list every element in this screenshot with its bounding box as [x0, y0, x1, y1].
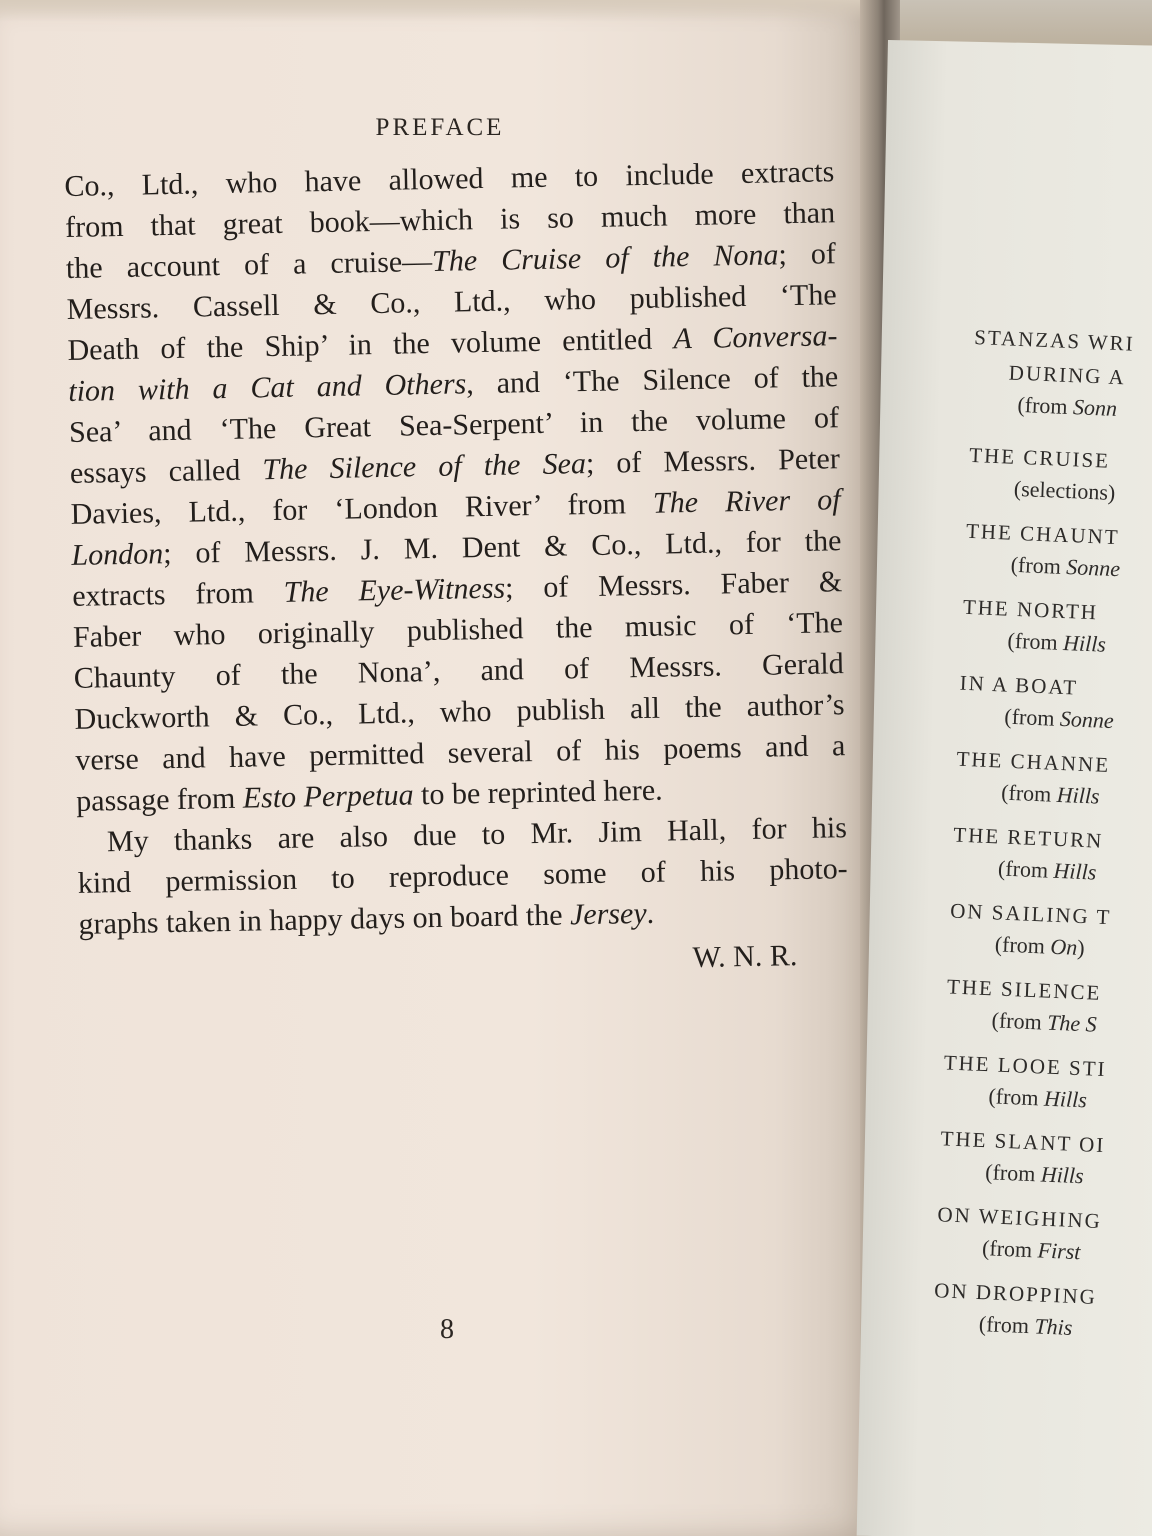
- text-run: Chaunty of the Nona’, and of Messrs. Gerald: [73, 647, 845, 695]
- italic-title: Esto Perpetua: [242, 778, 414, 815]
- contents-entry: [941, 1045, 1152, 1131]
- entry-source-prefix: (from: [1000, 779, 1058, 807]
- contents-entry: [967, 438, 1152, 524]
- entry-source-prefix: (from: [988, 1083, 1045, 1111]
- italic-title: The Cruise of the Nona: [431, 238, 779, 278]
- contents-entry: [945, 969, 1152, 1055]
- text-run: Death of the Ship’ in the volume entitled: [67, 322, 674, 367]
- entry-title: THE CHAUNT: [965, 518, 1121, 550]
- entry-source-title: On: [1049, 933, 1078, 960]
- text-run: the account of a cruise—: [65, 244, 433, 285]
- italic-title: The Eye-Witness: [283, 571, 506, 609]
- entry-source-title: This: [1034, 1313, 1073, 1340]
- entry-title: STANZAS WRI: [973, 324, 1136, 356]
- entry-title: THE SILENCE: [946, 974, 1102, 1005]
- italic-title: A Conversa-: [673, 319, 838, 356]
- text-run: , and ‘The Silence of the: [465, 360, 839, 401]
- italic-title: The Silence of the Sea: [262, 447, 587, 487]
- contents-entry: [964, 514, 1152, 600]
- entry-source: [955, 776, 1152, 816]
- entry-title: THE RETURN: [952, 822, 1104, 853]
- text-run: Davies, Ltd., for ‘London River’ from: [70, 486, 654, 531]
- text-run: My thanks are also due to Mr. Jim Hall, for his: [106, 811, 848, 859]
- entry-source-title: Hills: [1053, 857, 1097, 885]
- entry-source: [958, 700, 1152, 740]
- entry-title: THE NORTH: [962, 594, 1099, 625]
- entry-source-title: Sonne: [1065, 554, 1121, 582]
- entry-source-suffix: ): [1076, 934, 1086, 961]
- italic-title: Jersey: [569, 896, 647, 932]
- contents-entry: [948, 893, 1152, 979]
- entry-title: THE CHANNE: [956, 746, 1111, 778]
- contents-entry: [970, 320, 1152, 448]
- entry-source-prefix: (from: [981, 1235, 1039, 1263]
- text-run: .: [646, 896, 655, 930]
- entry-source-prefix: (from: [1010, 551, 1067, 580]
- entry-source-prefix: (from: [984, 1159, 1042, 1187]
- entry-source-prefix: (from: [1016, 391, 1074, 420]
- text-run: Messrs. Cassell & Co., Ltd., who published ‘The: [66, 278, 837, 326]
- text-run: Duckworth & Co., Ltd., who publish all the author’s: [74, 688, 845, 736]
- text-run: from that great book—which is so much more than: [64, 196, 836, 244]
- text-run: ; of Messrs. J. M. Dent & Co., Ltd., for the: [162, 524, 842, 571]
- entry-source-prefix: (selections): [1013, 475, 1116, 506]
- italic-title: The River of: [652, 483, 841, 520]
- contents-entry: [954, 742, 1152, 828]
- contents-entry: [938, 1121, 1152, 1207]
- entry-title: IN A BOAT: [959, 670, 1079, 700]
- text-run: ; of: [778, 237, 837, 272]
- entry-source-title: Sonn: [1072, 394, 1118, 422]
- entry-source-prefix: (from: [997, 855, 1055, 883]
- entry-source-prefix: (from: [994, 931, 1051, 959]
- text-run: Sea’ and ‘The Great Sea-Serpent’ in the volume of: [68, 401, 840, 449]
- text-run: essays called: [69, 453, 263, 490]
- contents-entry: [957, 666, 1152, 752]
- entry-title-continued: DURING A: [1008, 360, 1127, 390]
- contents-entry: [951, 818, 1152, 904]
- contents-entry: [961, 590, 1152, 676]
- text-run: to be reprinted here.: [413, 773, 663, 812]
- entry-title: ON SAILING T: [949, 898, 1112, 930]
- entry-title: ON DROPPING: [933, 1278, 1098, 1309]
- entry-source-prefix: (from: [1007, 627, 1064, 655]
- italic-title: London: [71, 537, 164, 572]
- text-run: kind permission to reproduce some of his photo-: [77, 852, 848, 900]
- entry-source-title: Hills: [1040, 1161, 1085, 1189]
- text-run: graphs taken in happy days on board the: [78, 898, 571, 941]
- running-head: PREFACE: [375, 114, 505, 141]
- entry-title: THE CRUISE: [968, 442, 1111, 473]
- text-run: ; of Messrs. Faber &: [504, 565, 843, 605]
- entry-source-title: Hills: [1062, 629, 1107, 657]
- text-run: extracts from: [71, 575, 284, 613]
- text-run: Co., Ltd., who have allowed me to include extracts: [64, 155, 835, 203]
- entry-source-prefix: (from: [1003, 703, 1061, 731]
- entry-source-title: The S: [1046, 1009, 1098, 1037]
- entry-source-title: Hills: [1056, 781, 1101, 809]
- entry-source-title: Hills: [1043, 1085, 1088, 1113]
- entry-source: [964, 548, 1152, 588]
- entry-title: THE LOOE STI: [943, 1050, 1108, 1082]
- entry-title: ON WEIGHING: [937, 1202, 1103, 1234]
- italic-title: tion with a Cat and Others: [68, 367, 467, 408]
- preface-body: [64, 151, 850, 990]
- text-run: ; of Messrs. Peter: [585, 442, 841, 481]
- entry-source-prefix: (from: [978, 1311, 1036, 1339]
- entry-title: THE SLANT OI: [940, 1126, 1106, 1158]
- text-run: Faber who originally published the music of ‘The: [72, 606, 844, 654]
- text-run: passage from: [75, 781, 244, 818]
- entry-source: [961, 624, 1152, 664]
- entry-source-prefix: (from: [991, 1007, 1048, 1035]
- text-run: verse and have permitted several of his poems and a: [75, 729, 846, 777]
- page-number: 8: [440, 1314, 454, 1345]
- contents-entry: [932, 1273, 1152, 1359]
- entry-source-title: First: [1037, 1237, 1081, 1265]
- contents-entry: [935, 1197, 1152, 1283]
- text-run: W. N. R.: [692, 939, 798, 975]
- entry-source: [967, 472, 1152, 512]
- entry-source-title: Sonne: [1059, 705, 1115, 734]
